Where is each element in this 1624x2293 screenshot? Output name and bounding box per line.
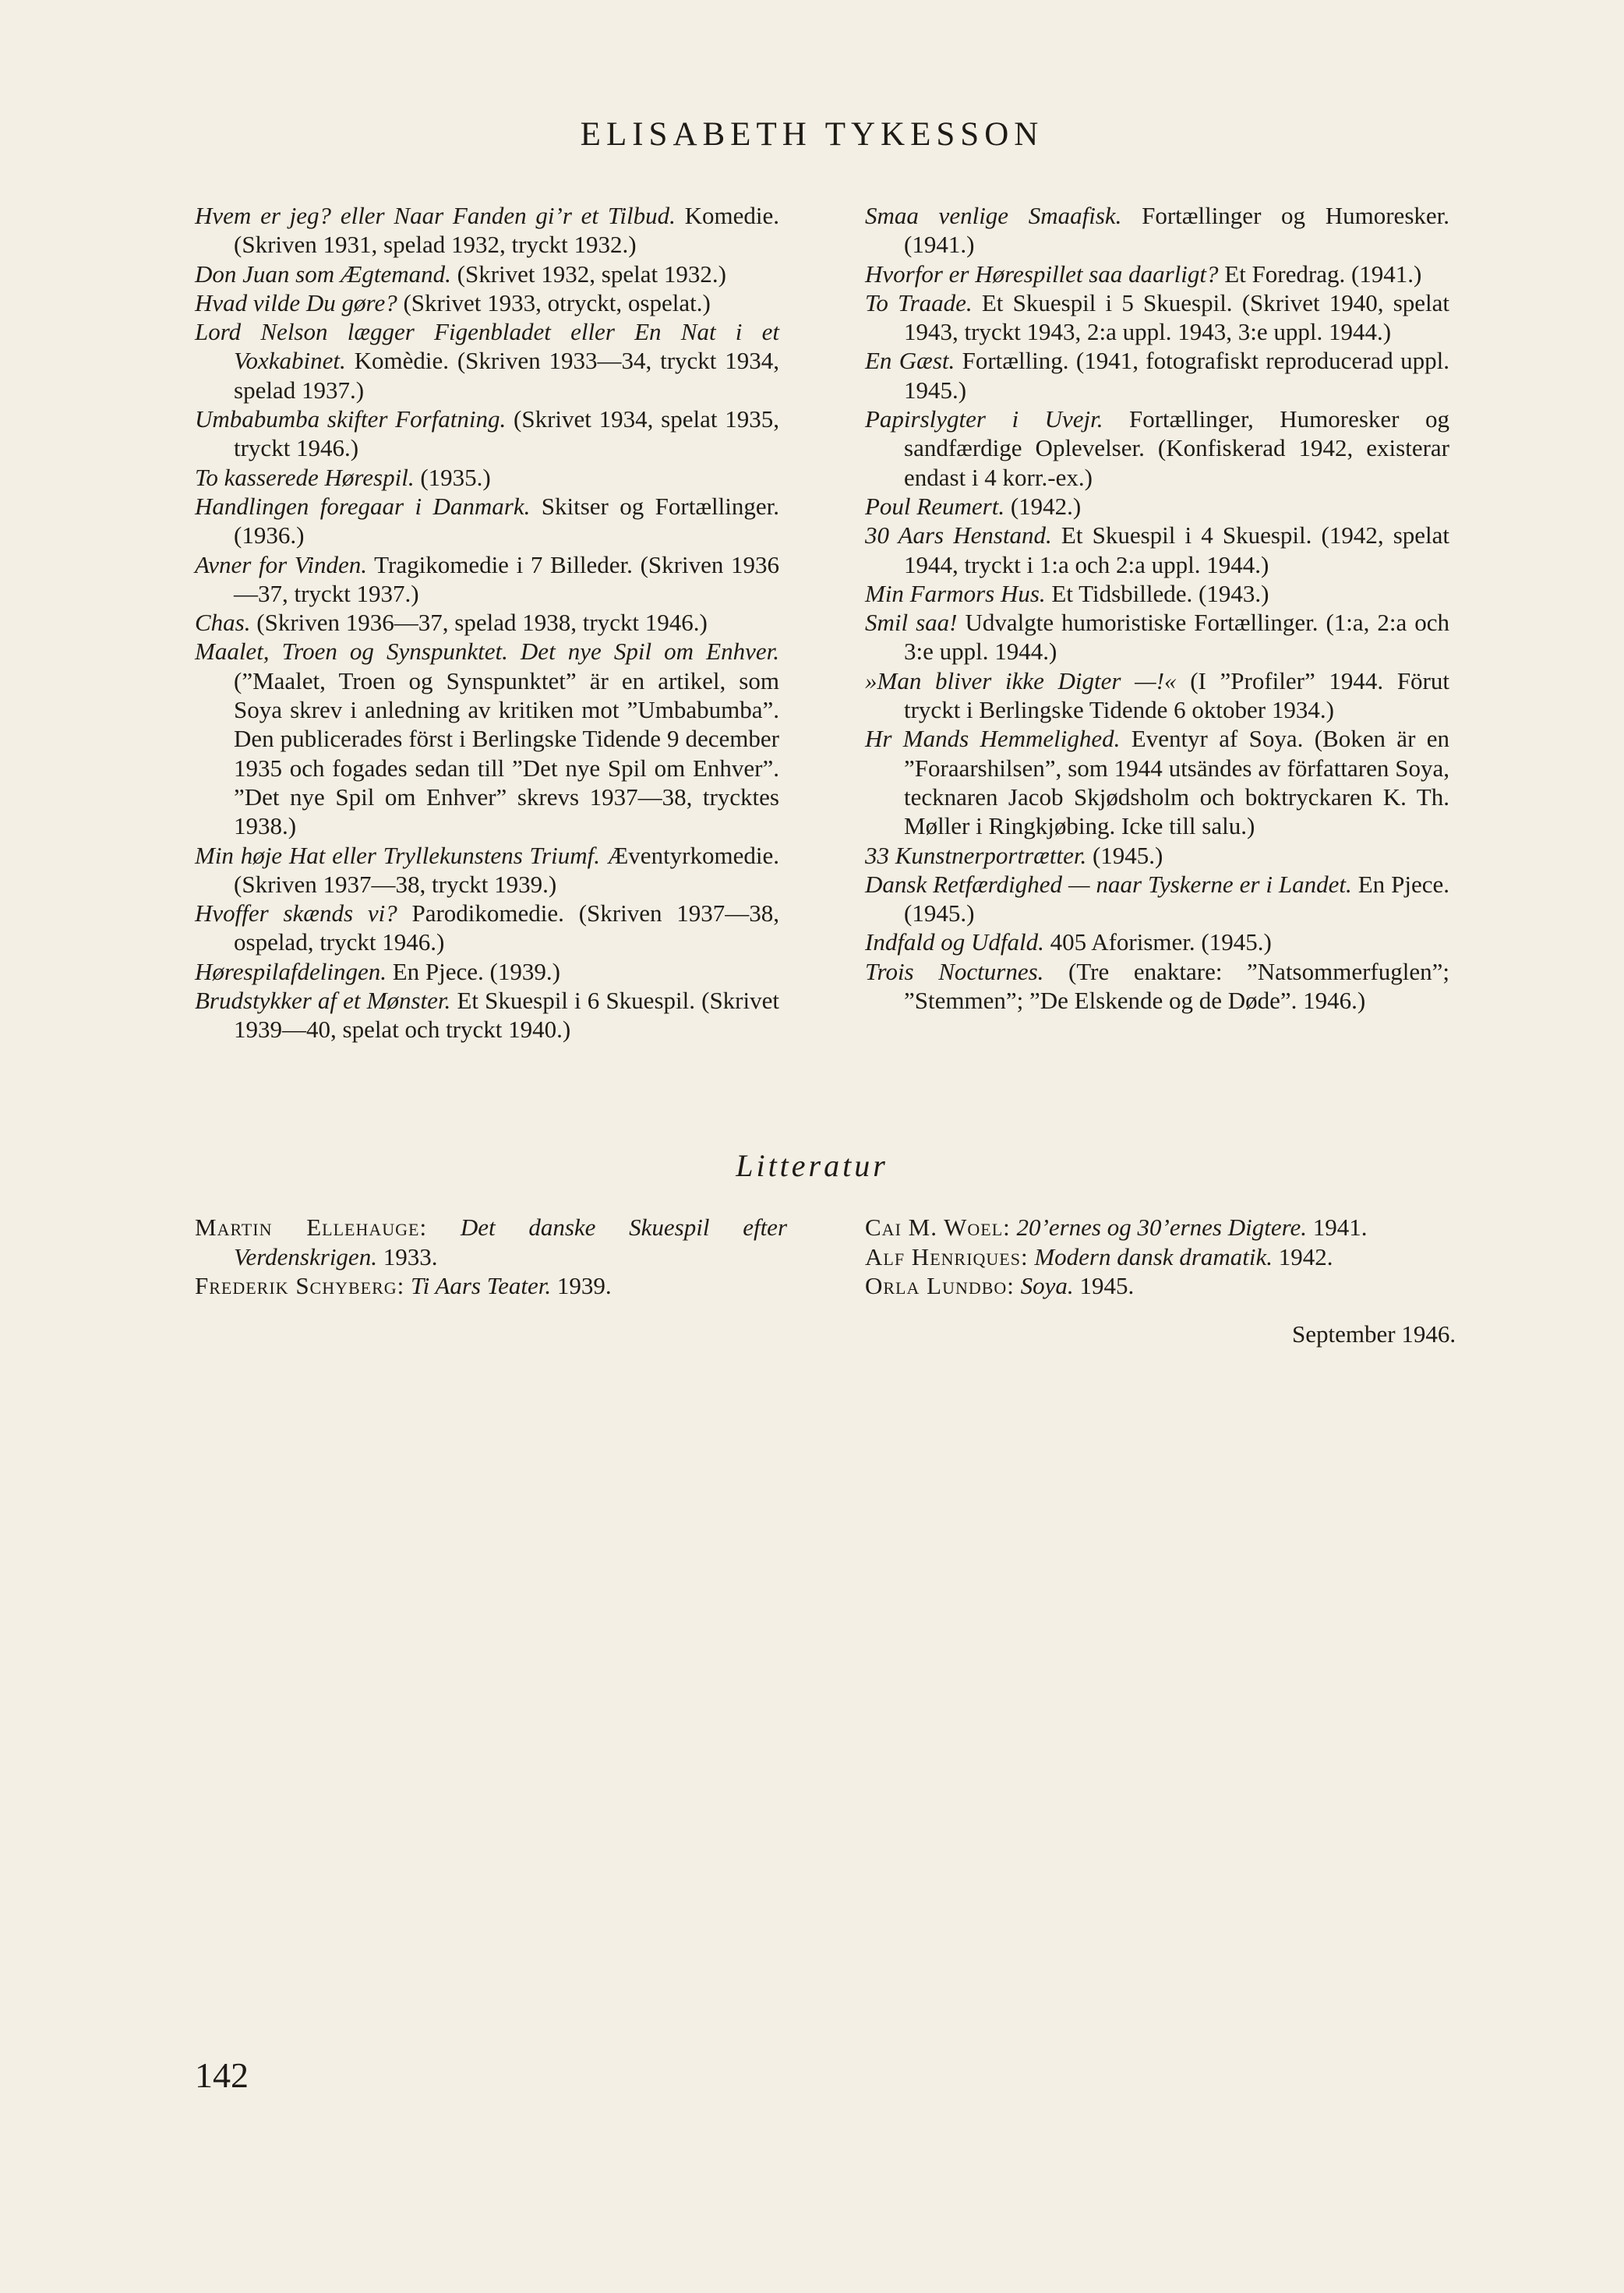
bibliography-entry xyxy=(865,841,1449,870)
work-note: Tragikomedie i 7 Billeder. (Skriven 1936—37, tryckt 1937.) xyxy=(234,550,779,607)
work-title: Avner for Vinden. xyxy=(195,550,368,578)
work-title: Hvoffer skænds vi? xyxy=(195,899,397,927)
literature-right-column xyxy=(865,1213,1457,1301)
work-title: Smaa venlige Smaafisk. xyxy=(865,202,1122,229)
literature-entry xyxy=(865,1242,1457,1272)
work-note: Et Skuespil i 4 Skuespil. (1942, spelat 1944, tryckt i 1:a och 2:a uppl. 1944.) xyxy=(904,521,1449,578)
literature-year: 1942. xyxy=(1273,1242,1333,1270)
work-title: Lord Nelson lægger Figenbladet eller En Nat i et Voxkabinet. xyxy=(195,318,779,375)
literature-heading: Litteratur xyxy=(736,1148,888,1183)
bibliography-entry xyxy=(195,637,779,840)
work-title: »Man bliver ikke Digter —!« xyxy=(865,666,1177,694)
bibliography-entry xyxy=(865,405,1449,492)
bibliography-entry xyxy=(865,870,1449,928)
work-title: Umbabumba skifter Forfatning. xyxy=(195,405,507,433)
work-title: Maalet, Troen og Synspunktet. Det nye Spil om Enhver. xyxy=(195,638,779,666)
work-title: Trois Nocturnes. xyxy=(865,957,1044,985)
work-note: (I ”Profiler” 1944. Förut tryckt i Berlingske Tidende 6 oktober 1934.) xyxy=(904,666,1449,724)
literature-title: Soya. xyxy=(1020,1272,1074,1299)
work-title: Brudstykker af et Mønster. xyxy=(195,987,451,1015)
work-note: Et Skuespil i 6 Skuespil. (Skrivet 1939—40, spelat och tryckt 1940.) xyxy=(234,987,779,1044)
literature-entry xyxy=(865,1271,1457,1301)
bibliography-entry xyxy=(865,492,1449,521)
work-note: En Pjece. (1939.) xyxy=(386,957,560,985)
bibliography-left-column xyxy=(195,201,779,1044)
bibliography-entry xyxy=(865,608,1449,666)
work-note: En Pjece. (1945.) xyxy=(904,870,1449,927)
literature-entry xyxy=(195,1271,787,1301)
work-note: (Skriven 1936—37, spelad 1938, tryckt 1946.) xyxy=(250,609,708,637)
literature-author: Cai M. Woel: xyxy=(865,1214,1011,1241)
work-title: Min Farmors Hus. xyxy=(865,579,1046,607)
work-note: Æventyrkomedie. (Skriven 1937—38, tryckt 1939.) xyxy=(234,841,779,898)
bibliography-entry xyxy=(195,841,779,899)
literature-entry xyxy=(865,1213,1457,1242)
literature-left-column xyxy=(195,1213,787,1301)
work-note: Skitser og Fortællinger. (1936.) xyxy=(234,492,779,549)
literature-entry xyxy=(195,1213,787,1271)
work-title: To Traade. xyxy=(865,288,973,316)
work-title: 30 Aars Henstand. xyxy=(865,521,1052,549)
bibliography-right-column xyxy=(865,201,1449,1015)
work-note: Komèdie. (Skriven 1933—34, tryckt 1934, spelad 1937.) xyxy=(234,347,779,404)
work-title: Min høje Hat eller Tryllekunstens Triumf. xyxy=(195,841,600,869)
work-note: Et Skuespil i 5 Skuespil. (Skrivet 1940, spelat 1943, tryckt 1943, 2:a uppl. 1943, 3:e uppl. 1944.) xyxy=(904,288,1450,346)
bibliography-entry xyxy=(195,317,779,405)
literature-author: Orla Lundbo: xyxy=(865,1272,1015,1299)
work-note: Et Foredrag. (1941.) xyxy=(1218,260,1422,288)
work-note: (Skrivet 1933, otryckt, ospelat.) xyxy=(397,288,711,316)
work-note: Et Tidsbillede. (1943.) xyxy=(1045,579,1269,607)
work-note: Udvalgte humoristiske Fortællinger. (1:a, 2:a och 3:e uppl. 1944.) xyxy=(904,609,1450,666)
bibliography-entry xyxy=(865,957,1449,1016)
work-title: Handlingen foregaar i Danmark. xyxy=(195,492,531,520)
work-note: (1945.) xyxy=(1086,841,1163,869)
literature-author: Martin Ellehauge: xyxy=(195,1214,428,1241)
literature-title: Ti Aars Teater. xyxy=(411,1272,552,1299)
work-note: Eventyr af Soya. (Boken är en ”Foraarshilsen”, som 1944 utsändes av författaren Soya, tecknaren Jacob Skjødsholm och boktryckaren K. Th. Møller i Ringkjøbing. Icke till salu.) xyxy=(904,725,1449,840)
page-header: ELISABETH TYKESSON xyxy=(580,116,1044,153)
work-title: Poul Reumert. xyxy=(865,492,1005,520)
bibliography-entry xyxy=(195,986,779,1044)
bibliography-entry xyxy=(195,957,779,986)
work-note: Parodikomedie. (Skriven 1937—38, ospelad, tryckt 1946.) xyxy=(234,899,779,956)
bibliography-entry xyxy=(865,521,1449,579)
work-title: Don Juan som Ægtemand. xyxy=(195,260,451,288)
bibliography-entry xyxy=(865,260,1449,288)
bibliography-entry xyxy=(195,463,779,492)
work-title: Chas. xyxy=(195,609,251,637)
work-note: 405 Aforismer. (1945.) xyxy=(1043,928,1272,956)
date-line: September 1946. xyxy=(1292,1320,1456,1348)
work-title: En Gæst. xyxy=(865,347,955,375)
work-note: (1935.) xyxy=(414,463,491,491)
work-title: Dansk Retfærdighed — naar Tyskerne er i Landet. xyxy=(865,870,1352,898)
work-title: Papirslygter i Uvejr. xyxy=(865,405,1103,433)
work-note: (Skrivet 1932, spelat 1932.) xyxy=(450,260,726,288)
bibliography-entry xyxy=(195,899,779,957)
bibliography-entry xyxy=(865,201,1449,260)
bibliography-entry xyxy=(865,724,1449,840)
work-title: Hr Mands Hemmelighed. xyxy=(865,725,1121,753)
literature-year: 1941. xyxy=(1307,1214,1368,1241)
work-note: Fortællinger, Humoresker og sandfærdige Oplevelser. (Konfiskerad 1942, existerar endast i 4 korr.-ex.) xyxy=(904,405,1450,491)
bibliography-entry xyxy=(195,405,779,463)
work-note: Fortælling. (1941, fotografiskt reproducerad uppl. 1945.) xyxy=(904,347,1449,404)
literature-year: 1939. xyxy=(551,1272,612,1299)
work-note: Fortællinger og Humoresker. (1941.) xyxy=(904,202,1450,259)
work-title: Indfald og Udfald. xyxy=(865,928,1044,956)
literature-year: 1945. xyxy=(1073,1272,1135,1299)
work-title: Hørespilafdelingen. xyxy=(195,957,387,985)
bibliography-entry xyxy=(195,288,779,317)
work-title: Smil saa! xyxy=(865,609,958,637)
bibliography-entry xyxy=(865,346,1449,405)
literature-author: Alf Henriques: xyxy=(865,1242,1029,1270)
bibliography-entry xyxy=(865,666,1449,725)
page-number: 142 xyxy=(195,2055,249,2095)
work-title: Hvorfor er Hørespillet saa daarligt? xyxy=(865,260,1219,288)
work-note: (Skrivet 1934, spelat 1935, tryckt 1946.) xyxy=(234,405,779,462)
work-title: Hvad vilde Du gøre? xyxy=(195,288,397,316)
bibliography-entry xyxy=(865,579,1449,608)
bibliography-entry xyxy=(195,260,779,288)
literature-year: 1933. xyxy=(376,1242,438,1270)
work-note: (Tre enaktare: ”Natsommerfuglen”; ”Stemmen”; ”De Elskende og de Døde”. 1946.) xyxy=(904,957,1449,1015)
bibliography-entry xyxy=(865,288,1449,347)
bibliography-entry xyxy=(195,492,779,550)
work-title: 33 Kunstnerportrætter. xyxy=(865,841,1087,869)
literature-title: Modern dansk dramatik. xyxy=(1034,1242,1273,1270)
work-title: Hvem er jeg? eller Naar Fanden gi’r et Tilbud. xyxy=(195,202,676,229)
work-note: Komedie. (Skriven 1931, spelad 1932, tryckt 1932.) xyxy=(234,202,779,259)
bibliography-entry xyxy=(195,201,779,260)
work-title: To kasserede Hørespil. xyxy=(195,463,415,491)
literature-title: 20’ernes og 30’ernes Digtere. xyxy=(1016,1214,1308,1241)
work-note: (1942.) xyxy=(1004,492,1082,520)
bibliography-entry xyxy=(195,608,779,637)
bibliography-entry xyxy=(865,927,1449,956)
work-note: (”Maalet, Troen og Synspunktet” är en artikel, som Soya skrev i anledning av kritiken mot ”Umbabumba”. Den publicerades först i Berlingske Tidende 9 december 1935 och fogades sedan till ”Det nye Spil om Enhver”. ”Det nye Spil om Enhver” skrevs 1937—38, trycktes 1938.) xyxy=(234,666,779,840)
literature-title: Det danske Skuespil efter Verdenskrigen. xyxy=(234,1214,788,1270)
bibliography-entry xyxy=(195,550,779,609)
literature-author: Frederik Schyberg: xyxy=(195,1272,405,1299)
